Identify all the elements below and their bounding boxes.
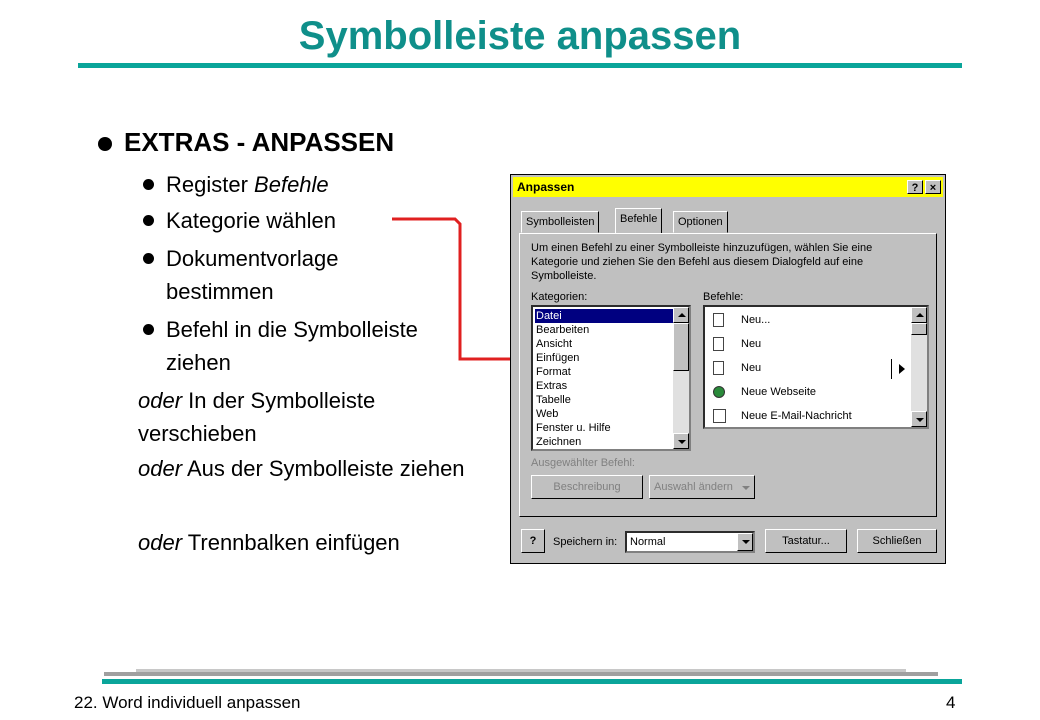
oder-keyword: oder — [138, 530, 183, 555]
tab-symbolleisten[interactable]: Symbolleisten — [521, 211, 599, 233]
command-label: Neu — [741, 362, 762, 374]
submenu-arrow-icon[interactable] — [899, 364, 905, 374]
sub-bullet-emphasis: Befehle — [254, 172, 329, 197]
category-item[interactable]: Einfügen — [536, 352, 580, 364]
sub-bullet-befehl-ziehen: Befehl in die Symbolleiste ziehen — [166, 317, 418, 375]
oder-text: Aus der Symbolleiste ziehen — [182, 456, 465, 481]
main-bullet: EXTRAS - ANPASSEN — [124, 127, 395, 157]
command-item[interactable] — [707, 405, 887, 429]
category-item[interactable]: Datei — [535, 309, 674, 323]
web-page-icon — [713, 386, 725, 398]
command-item[interactable] — [707, 309, 887, 333]
help-button[interactable]: ? — [907, 180, 923, 194]
scroll-thumb[interactable] — [911, 323, 927, 335]
customize-dialog — [510, 174, 946, 564]
category-item[interactable]: Web — [536, 408, 559, 420]
command-item[interactable] — [707, 381, 887, 405]
selected-command-label: Ausgewählter Befehl: — [531, 457, 635, 469]
help-icon-button[interactable] — [521, 529, 545, 553]
chevron-down-icon — [742, 540, 750, 544]
modify-selection-label: Auswahl ändern — [654, 481, 733, 493]
footer-chapter-title: 22. Word individuell anpassen — [74, 693, 301, 712]
category-item[interactable]: Tabelle — [536, 394, 571, 406]
category-item[interactable]: Zeichnen — [536, 436, 582, 448]
page-number: 4 — [946, 693, 956, 712]
save-in-value: Normal — [630, 536, 666, 548]
commands-label: Befehle: — [703, 291, 744, 303]
footer-divider — [102, 679, 962, 684]
commands-list[interactable] — [703, 305, 929, 429]
footer-shadow — [104, 672, 938, 676]
oder-keyword: oder — [138, 388, 183, 413]
scroll-up-button[interactable] — [911, 307, 927, 323]
help-icon: ? — [529, 535, 537, 547]
sub-bullet-text: Register — [166, 172, 255, 197]
command-label: Neu... — [741, 314, 771, 326]
document-icon — [713, 361, 724, 375]
description-button[interactable]: Beschreibung — [531, 475, 643, 499]
commands-scrollbar[interactable] — [911, 307, 927, 427]
scroll-down-button[interactable] — [673, 433, 689, 449]
chevron-up-icon — [916, 313, 924, 317]
chevron-up-icon — [678, 313, 686, 317]
category-item[interactable]: Bearbeiten — [536, 324, 590, 336]
modify-selection-button[interactable] — [649, 475, 755, 499]
command-label: Neue E-Mail-Nachricht — [741, 410, 852, 422]
annotation-arrow-line — [392, 219, 520, 359]
chevron-down-icon — [678, 440, 686, 444]
keyboard-button[interactable]: Tastatur... — [765, 529, 847, 553]
command-item[interactable] — [707, 357, 887, 381]
document-icon — [713, 313, 724, 327]
close-dialog-button[interactable]: Schließen — [857, 529, 937, 553]
save-in-dropdown-button[interactable] — [737, 533, 753, 551]
oder-text: In der Symbolleiste verschieben — [138, 388, 376, 446]
dialog-description: Um einen Befehl zu einer Symbolleiste hinzuzufügen, wählen Sie eine Kategorie und ziehen Sie den Befehl aus diesem Dialogfeld auf eine Symbolleiste. — [531, 242, 873, 282]
save-in-label: Speichern in: — [553, 536, 618, 548]
category-item[interactable]: Ansicht — [536, 338, 573, 350]
oder-keyword: oder — [138, 456, 183, 481]
category-item[interactable]: Format — [536, 366, 571, 378]
tab-befehle[interactable]: Befehle — [615, 208, 662, 234]
scroll-thumb[interactable] — [673, 323, 689, 371]
categories-scrollbar[interactable] — [673, 307, 689, 449]
dialog-title: Anpassen — [517, 180, 575, 194]
command-item[interactable] — [707, 333, 887, 357]
category-item[interactable]: Extras — [536, 380, 568, 392]
command-label: Neu — [741, 338, 762, 350]
email-icon — [713, 409, 726, 423]
oder-text: Trennbalken einfügen — [182, 530, 400, 555]
submenu-divider — [891, 359, 892, 379]
document-icon — [713, 337, 724, 351]
chevron-down-icon — [916, 418, 924, 422]
tab-optionen[interactable]: Optionen — [673, 211, 728, 233]
sub-bullet-kategorie: Kategorie wählen — [166, 208, 337, 233]
sub-bullet-dokumentvorlage: Dokumentvorlage bestimmen — [166, 246, 339, 304]
categories-list[interactable] — [531, 305, 691, 451]
scroll-up-button[interactable] — [673, 307, 689, 323]
categories-label: Kategorien: — [531, 291, 588, 303]
slide-title: Symbolleiste anpassen — [298, 14, 742, 58]
close-button[interactable]: × — [925, 180, 941, 194]
dialog-titlebar[interactable] — [513, 177, 943, 197]
category-item[interactable]: Fenster u. Hilfe — [536, 422, 611, 434]
chevron-down-icon — [742, 486, 750, 490]
save-in-select[interactable] — [625, 531, 755, 553]
scroll-down-button[interactable] — [911, 411, 927, 427]
command-label: Neue Webseite — [741, 386, 817, 398]
